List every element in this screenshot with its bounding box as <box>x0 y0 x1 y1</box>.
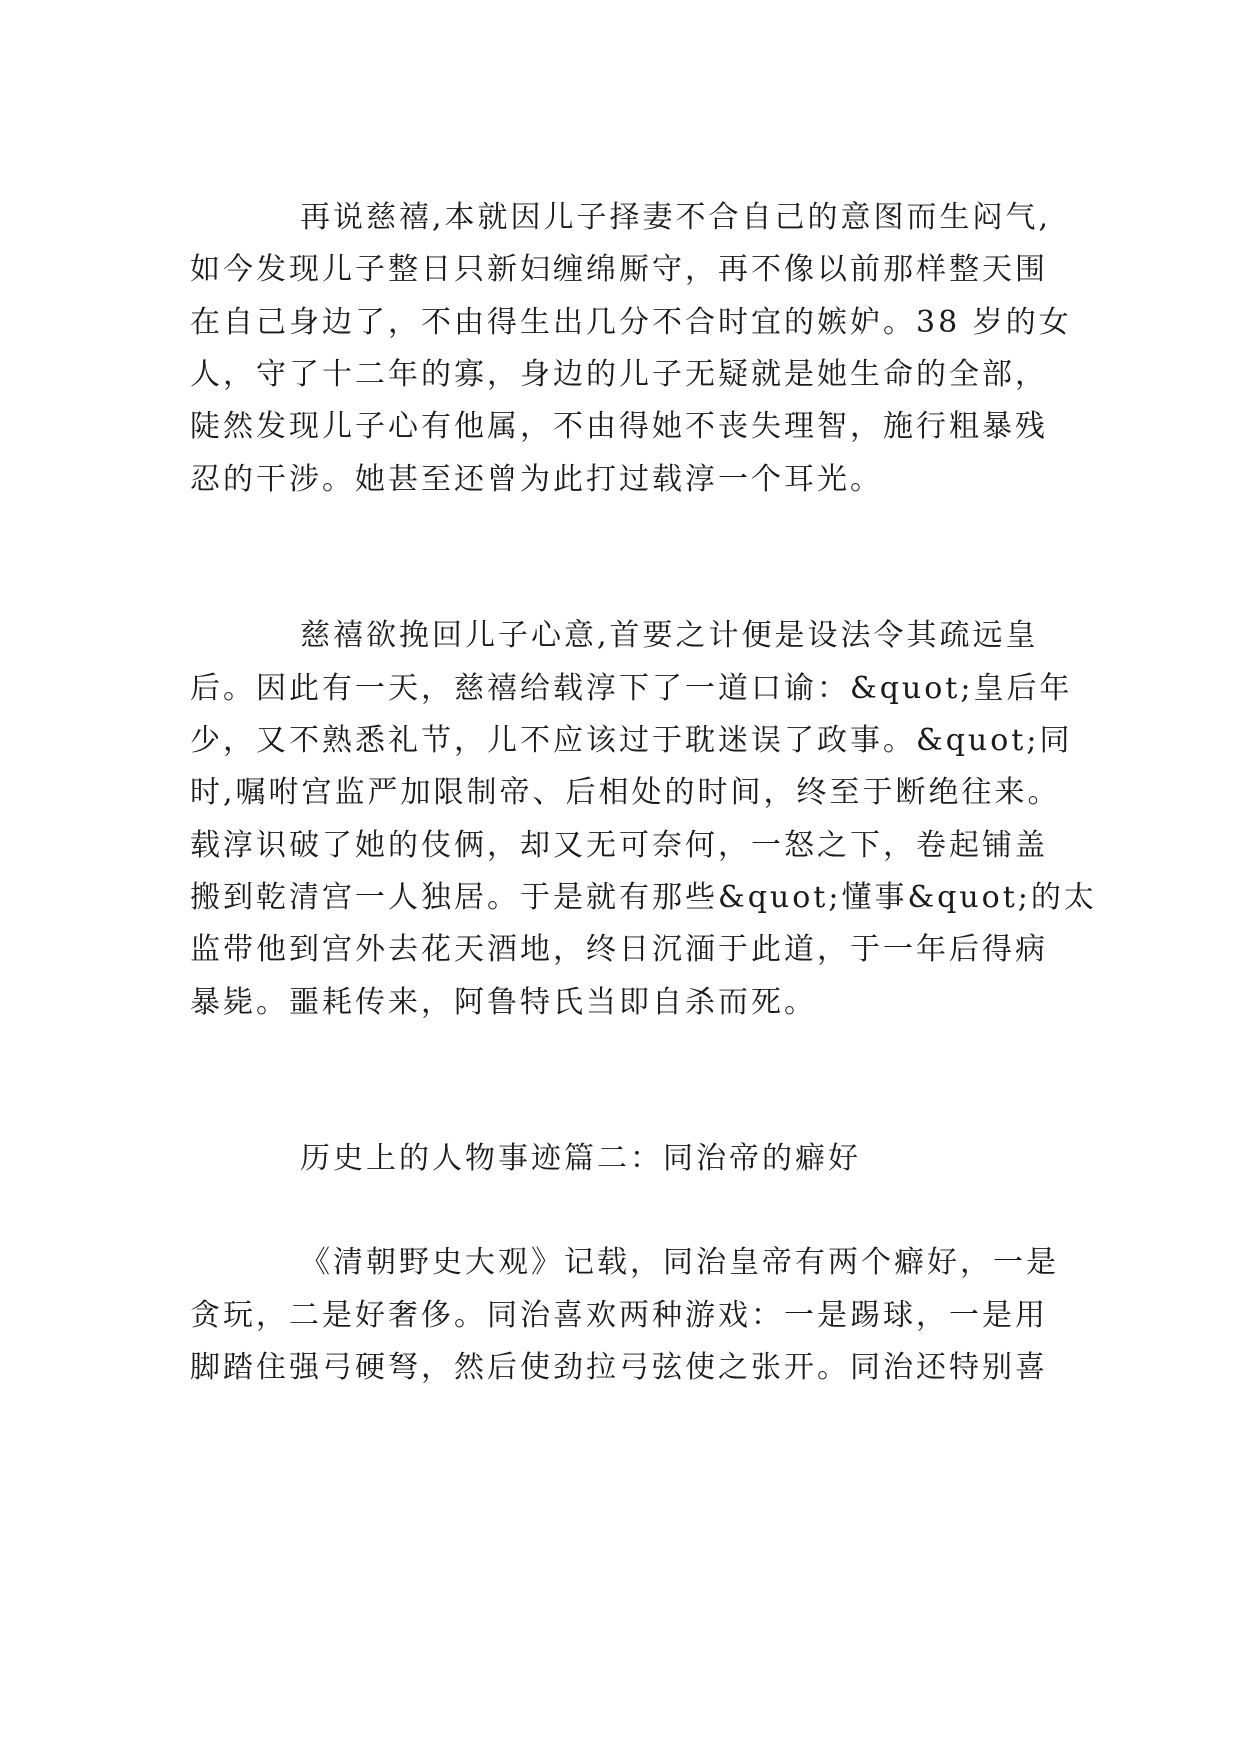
paragraph-3-line: 脚踏住强弓硬弩，然后使劲拉弓弦使之张开。同治还特别喜 <box>190 1350 1048 1385</box>
paragraph-2-line: 监带他到宫外去花天酒地，终日沉湎于此道，于一年后得病 <box>190 932 1048 967</box>
paragraph-2-line: 时,嘱咐宫监严加限制帝、后相处的时间，终至于断绝往来。 <box>190 775 1061 810</box>
paragraph-2-line: 搬到乾清宫一人独居。于是就有那些&quot;懂事&quot;的太 <box>190 880 1097 915</box>
paragraph-1-line: 忍的干涉。她甚至还曾为此打过载淳一个耳光。 <box>190 462 883 497</box>
paragraph-2-line: 慈禧欲挽回儿子心意,首要之计便是设法令其疏远皇 <box>300 618 1039 653</box>
paragraph-1-line: 再说慈禧,本就因儿子择妻不合自己的意图而生闷气, <box>300 200 1052 235</box>
paragraph-1-line: 在自己身边了，不由得生出几分不合时宜的嫉妒。38 岁的女 <box>190 305 1072 340</box>
paragraph-3-line: 贪玩，二是好奢侈。同治喜欢两种游戏：一是踢球，一是用 <box>190 1298 1048 1333</box>
paragraph-2-line: 后。因此有一天，慈禧给载淳下了一道口谕：&quot;皇后年 <box>190 671 1073 706</box>
paragraph-1-line: 如今发现儿子整日只新妇缠绵厮守，再不像以前那样整天围 <box>190 252 1048 287</box>
paragraph-2-line: 暴毙。噩耗传来，阿鲁特氏当即自杀而死。 <box>190 985 817 1020</box>
paragraph-1-line: 人，守了十二年的寡，身边的儿子无疑就是她生命的全部， <box>190 357 1048 392</box>
paragraph-1-line: 陡然发现儿子心有他属，不由得她不丧失理智，施行粗暴残 <box>190 409 1048 444</box>
section-heading: 历史上的人物事迹篇二：同治帝的癖好 <box>300 1141 861 1176</box>
paragraph-2-line: 少，又不熟悉礼节，儿不应该过于耽迷误了政事。&quot;同 <box>190 723 1073 758</box>
paragraph-3-line: 《清朝野史大观》记载，同治皇帝有两个癖好，一是 <box>300 1245 1059 1280</box>
paragraph-2-line: 载淳识破了她的伎俩，却又无可奈何，一怒之下，卷起铺盖 <box>190 828 1048 863</box>
